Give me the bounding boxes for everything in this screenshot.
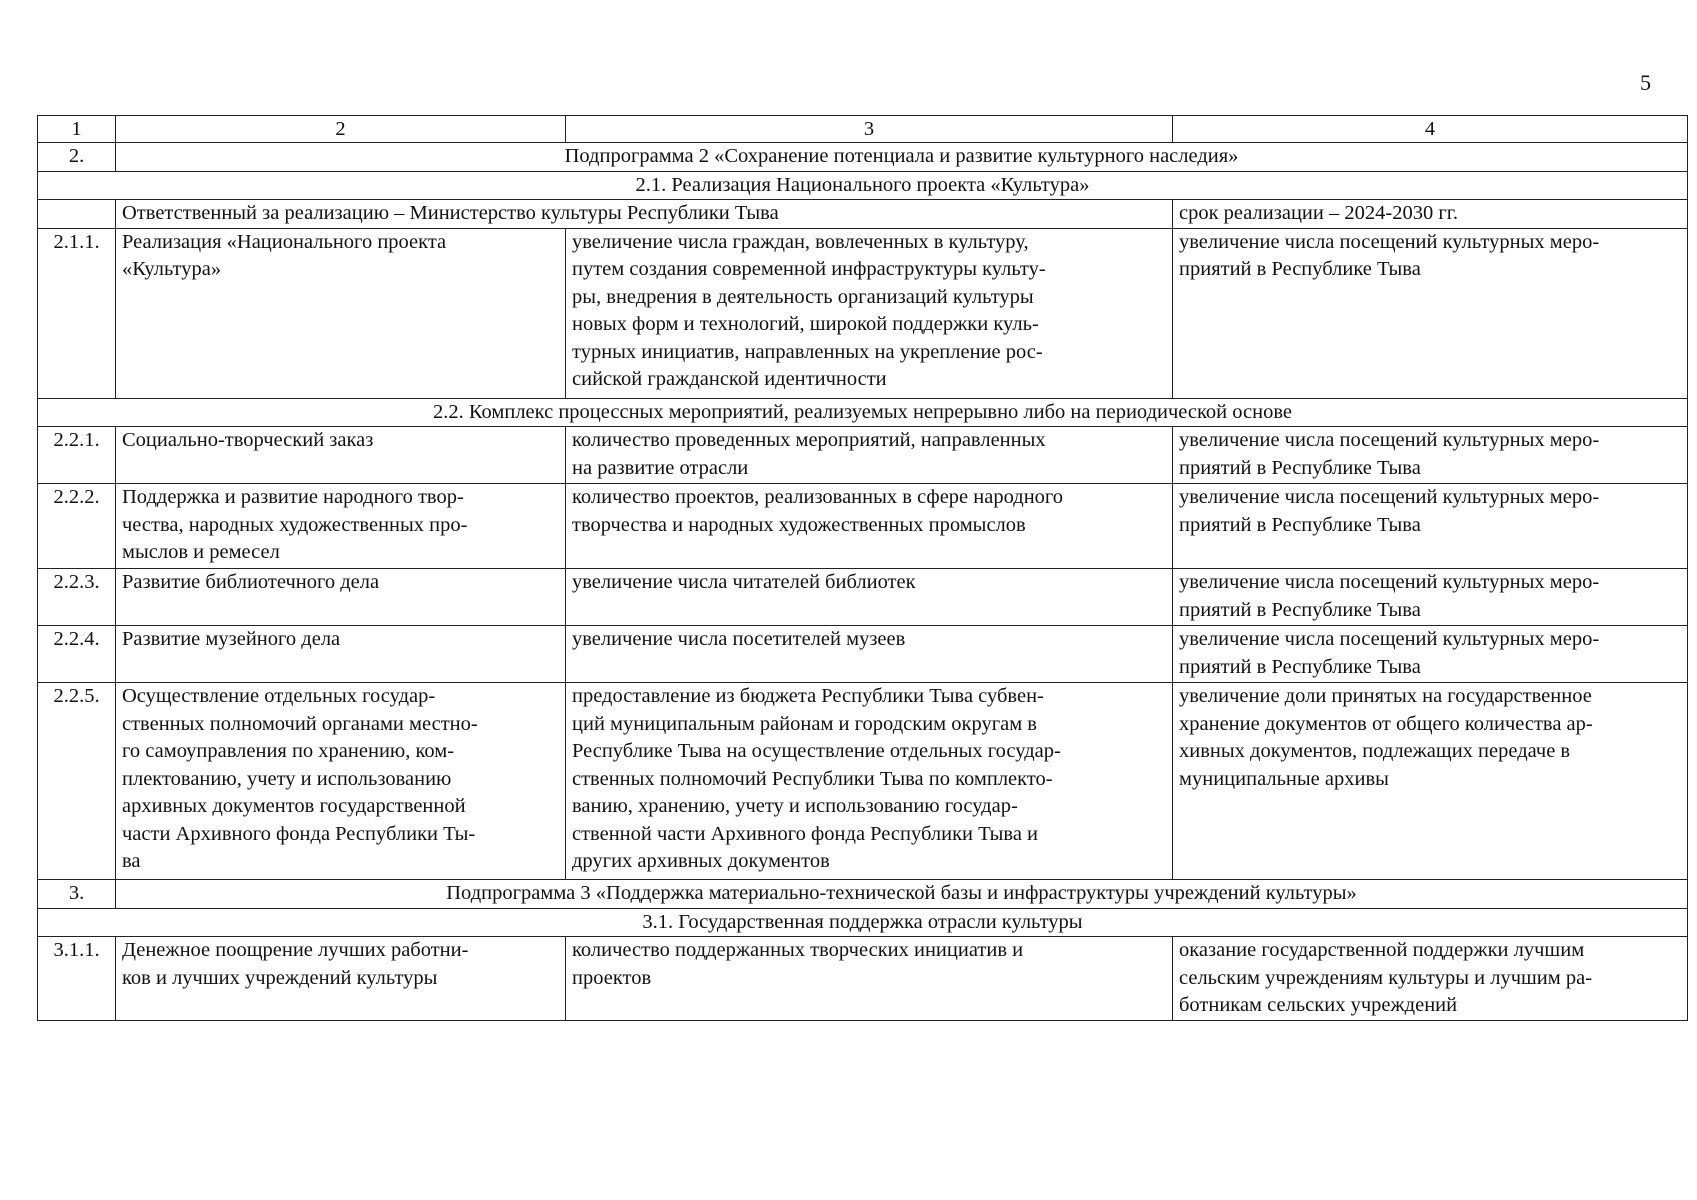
measure-result: увеличение числа посетителей музеев: [566, 626, 1173, 683]
measure-result: увеличение числа граждан, вовлеченных в культуру, путем создания современной инфраструктуры культу- ры, внедрения в деятельность организаций культуры новых форм и технологий, широкой поддержки куль- турных инициатив, направленных на укрепление рос- сийской гражданской идентичности: [566, 228, 1173, 398]
table-row: [38, 683, 1688, 880]
section-3-1-row: [38, 908, 1688, 937]
measure-link: увеличение числа посещений культурных меро- приятий в Республике Тыва: [1173, 484, 1688, 569]
term-text: срок реализации – 2024-2030 гг.: [1173, 200, 1688, 229]
table-row: [38, 484, 1688, 569]
subprogram-3-row: [38, 880, 1688, 909]
row-number: 3.: [38, 880, 116, 909]
section-title: 2.1. Реализация Национального проекта «Культура»: [38, 171, 1688, 200]
table-row: [38, 427, 1688, 484]
measure-result: увеличение числа читателей библиотек: [566, 569, 1173, 626]
section-2-2-row: [38, 398, 1688, 427]
table-row: [38, 626, 1688, 683]
table-row: [38, 228, 1688, 398]
responsible-text: Ответственный за реализацию – Министерство культуры Республики Тыва: [116, 200, 1173, 229]
section-title: 2.2. Комплекс процессных мероприятий, реализуемых непрерывно либо на периодической основе: [38, 398, 1688, 427]
table-row: [38, 569, 1688, 626]
row-number: 2.2.4.: [38, 626, 116, 683]
measure-link: увеличение числа посещений культурных меро- приятий в Республике Тыва: [1173, 569, 1688, 626]
measure-result: предоставление из бюджета Республики Тыва субвен- ций муниципальным районам и городским округам в Республике Тыва на осуществление отдельных государ- ственных полномочий Республики Тыва по комплекто- ванию, хранению, учету и использованию государ- ственной части Архивного фонда Республики Тыва и других архивных документов: [566, 683, 1173, 880]
header-row: [38, 116, 1688, 143]
measure-link: увеличение числа посещений культурных меро- приятий в Республике Тыва: [1173, 626, 1688, 683]
page-number: 5: [1640, 70, 1651, 95]
section-title: 3.1. Государственная поддержка отрасли культуры: [38, 908, 1688, 937]
row-number: 2.2.5.: [38, 683, 116, 880]
header-col-3: 3: [566, 116, 1173, 143]
measure-link: увеличение числа посещений культурных меро- приятий в Республике Тыва: [1173, 228, 1688, 398]
header-col-2: 2: [116, 116, 566, 143]
empty-cell: [38, 200, 116, 229]
measure-name: Поддержка и развитие народного твор- чества, народных художественных про- мыслов и ремесел: [116, 484, 566, 569]
measure-name: Осуществление отдельных государ- ственных полномочий органами местно- го самоуправления по хранению, ком- плектованию, учету и использованию архивных документов государственной части Архивного фонда Республики Ты- ва: [116, 683, 566, 880]
measure-name: Социально-творческий заказ: [116, 427, 566, 484]
subprogram-title: Подпрограмма 3 «Поддержка материально-технической базы и инфраструктуры учреждений культуры»: [116, 880, 1688, 909]
row-number: 2.2.1.: [38, 427, 116, 484]
row-number: 3.1.1.: [38, 937, 116, 1021]
section-2-1-row: [38, 171, 1688, 200]
measure-result: количество проектов, реализованных в сфере народного творчества и народных художественных промыслов: [566, 484, 1173, 569]
measure-link: увеличение доли принятых на государственное хранение документов от общего количества ар- хивных документов, подлежащих передаче в муниципальные архивы: [1173, 683, 1688, 880]
responsible-row: [38, 200, 1688, 229]
measure-name: Реализация «Национального проекта «Культура»: [116, 228, 566, 398]
header-col-4: 4: [1173, 116, 1688, 143]
header-col-1: 1: [38, 116, 116, 143]
measure-link: оказание государственной поддержки лучшим сельским учреждениям культуры и лучшим ра- ботникам сельских учреждений: [1173, 937, 1688, 1021]
measure-name: Развитие музейного дела: [116, 626, 566, 683]
measure-result: количество поддержанных творческих инициатив и проектов: [566, 937, 1173, 1021]
table-row: [38, 937, 1688, 1021]
measure-name: Денежное поощрение лучших работни- ков и лучших учреждений культуры: [116, 937, 566, 1021]
subprogram-2-row: [38, 143, 1688, 172]
measure-name: Развитие библиотечного дела: [116, 569, 566, 626]
subprogram-title: Подпрограмма 2 «Сохранение потенциала и развитие культурного наследия»: [116, 143, 1688, 172]
program-table: [37, 115, 1688, 1021]
row-number: 2.1.1.: [38, 228, 116, 398]
measure-result: количество проведенных мероприятий, направленных на развитие отрасли: [566, 427, 1173, 484]
measure-link: увеличение числа посещений культурных меро- приятий в Республике Тыва: [1173, 427, 1688, 484]
row-number: 2.2.3.: [38, 569, 116, 626]
row-number: 2.: [38, 143, 116, 172]
row-number: 2.2.2.: [38, 484, 116, 569]
